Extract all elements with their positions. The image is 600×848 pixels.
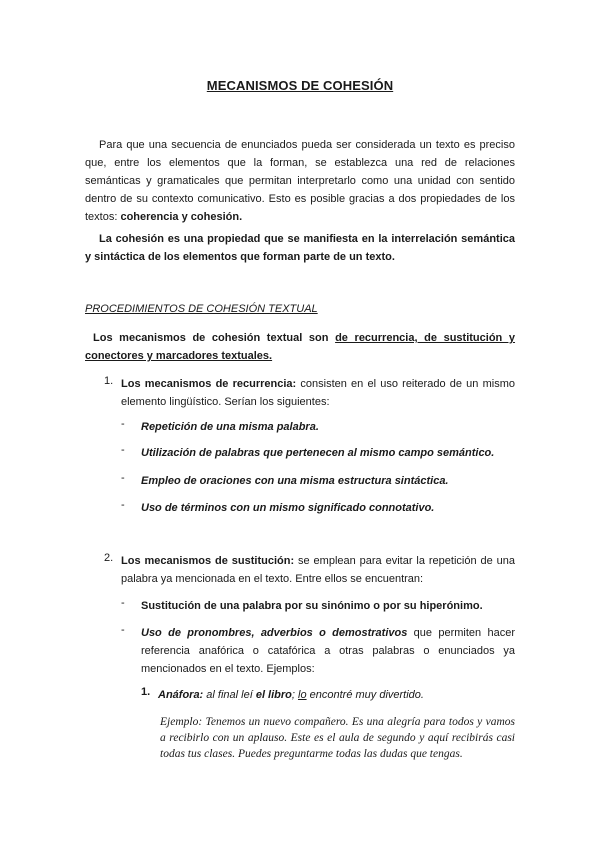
bullet-dash: -	[121, 499, 125, 511]
recurrence-bullet-3: Empleo de oraciones con una misma estructura sintáctica.	[141, 475, 449, 487]
section-heading: PROCEDIMIENTOS DE COHESIÓN TEXTUAL	[85, 303, 318, 315]
item2-text	[121, 552, 515, 588]
substitution-bullet-2	[141, 624, 515, 678]
item2-bold: Los mecanismos de sustitución:	[121, 555, 295, 567]
item1-text	[121, 375, 515, 411]
section-lead-underlined: de recurrencia, de sustitución y conectores y marcadores textuales.	[85, 332, 516, 362]
recurrence-bullet-4: Uso de términos con un mismo significado connotativo.	[141, 502, 435, 514]
anaphora-d: lo	[298, 689, 307, 701]
section-lead	[85, 329, 515, 365]
anaphora-b: el libro	[255, 689, 292, 701]
anaphora-e: encontré muy divertido.	[306, 689, 424, 701]
page-title: MECANISMOS DE COHESIÓN	[206, 78, 394, 93]
recurrence-bullet-2: Utilización de palabras que pertenecen al mismo campo semántico.	[141, 447, 495, 459]
anaphora-a: al final leí	[203, 689, 256, 701]
item1-number: 1.	[104, 375, 114, 387]
item2-body: se emplean para evitar la repetición de una palabra ya mencionada en el texto. Entre ellos se encuentran:	[121, 555, 515, 585]
recurrence-bullet-1: Repetición de una misma palabra.	[141, 421, 319, 433]
anaphora-label: Anáfora:	[158, 689, 204, 701]
item2-number: 2.	[104, 552, 114, 564]
intro-text: Para que una secuencia de enunciados pueda ser considerada un texto es preciso que, entre los elementos que la forman, se establezca una red de relaciones semánticas y gramaticales que permitan interpretarlo como una unidad con sentido dentro de su contexto comunicativo. Esto es posible gracias a dos propiedades de los textos:	[85, 139, 515, 223]
section-lead-text: Los mecanismos de cohesión textual son	[93, 332, 336, 344]
bullet-dash: -	[121, 472, 125, 484]
item1-bold: Los mecanismos de recurrencia:	[121, 378, 297, 390]
substitution-bullet-2-bold: Uso de pronombres, adverbios o demostrativos	[141, 627, 408, 639]
example-paragraph: Ejemplo: Tenemos un nuevo compañero. Es una alegría para todos y vamos a recibirlo con un aplauso. Este es el aula de segundo y aquí recibirás casi todas tus clases. Puedes preguntarme todas las dudas que tengas.	[160, 716, 515, 760]
intro-bold: coherencia y cohesión.	[120, 211, 243, 223]
bullet-dash: -	[121, 418, 125, 430]
anaphora-c: ;	[291, 689, 299, 701]
sub-number: 1.	[141, 686, 151, 698]
bullet-dash: -	[121, 444, 125, 456]
bullet-dash: -	[121, 597, 125, 609]
cohesion-definition: La cohesión es una propiedad que se manifiesta en la interrelación semántica y sintáctica de los elementos que forman parte de un texto.	[85, 233, 515, 263]
intro-paragraph-2	[85, 230, 515, 266]
substitution-bullet-2-text: que permiten hacer referencia anafórica o catafórica a otras palabras o enunciados ya mencionados en el texto. Ejemplos:	[141, 627, 515, 675]
item1-body: consisten en el uso reiterado de un mismo elemento lingüístico. Serían los siguientes:	[121, 378, 515, 408]
substitution-bullet-1: Sustitución de una palabra por su sinónimo o por su hiperónimo.	[141, 600, 483, 612]
anaphora-line	[158, 686, 532, 704]
bullet-dash: -	[121, 624, 125, 636]
intro-paragraph-1	[85, 136, 515, 226]
